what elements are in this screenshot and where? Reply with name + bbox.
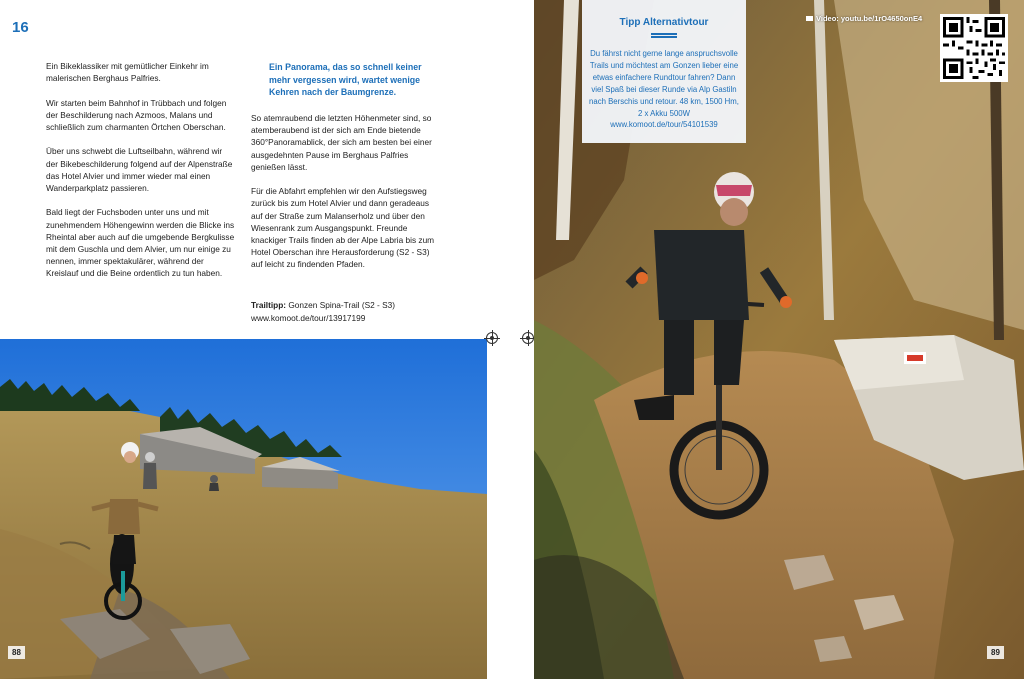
video-link-text: Video: youtu.be/1rO4650onE4 xyxy=(816,14,923,23)
trail-tip xyxy=(251,299,441,324)
paragraph: Bald liegt der Fuchsboden unter uns und mit zunehmendem Höhengewinn werden die Blicke ins Rheintal aber auch auf die umgebende Bergkulisse mit dem Guschla und dem Alvier, um nur einige zu nennen, immer spektakulärer, während der Kreislauf und die Beine ordentlich zu tun haben. xyxy=(46,207,235,279)
text-column-2 xyxy=(251,112,436,283)
qr-code-graphic xyxy=(943,17,1005,79)
tip-divider xyxy=(651,33,677,35)
page-number-left: 88 xyxy=(8,646,25,659)
registration-mark-icon xyxy=(486,332,498,344)
registration-mark-icon xyxy=(522,332,534,344)
page-number-right: 89 xyxy=(987,646,1004,659)
tip-title: Tipp Alternativtour xyxy=(619,17,709,28)
paragraph: Ein Bikeklassiker mit gemütlicher Einkehr im malerischen Berghaus Palfries. xyxy=(46,61,209,84)
paragraph: Wir starten beim Bahnhof in Trübbach und folgen der Beschilderung nach Azmoos, Malans und schließlich zum charmanten Örtchen Oberschan. xyxy=(46,97,227,132)
alternative-tour-tip-box xyxy=(582,0,746,143)
paragraph: Über uns schwebt die Luftseilbahn, während wir der Bikebeschilderung folgend auf der Alpenstraße das Hotel Alvier und immer wieder mal einen Wanderparkplatz passieren. xyxy=(46,146,233,193)
video-camera-icon xyxy=(806,16,813,21)
trail-tip-text: Gonzen Spina-Trail (S2 - S3) xyxy=(286,300,396,310)
left-photo-alpine-meadow-biker xyxy=(0,339,487,679)
tip-text: Du fährst nicht gerne lange anspruchsvolle Trails und möchtest am Gonzen lieber eine etwas einfachere Rundtour fahren? Dann viel Spaß bei dieser Runde via Alp Gastiln nach Berschis und retour. 48 km, 1500 Hm, 2 x Akku 500W www.komoot.de/tour/54101539 xyxy=(589,49,739,130)
paragraph: Für die Abfahrt empfehlen wir den Aufstiegsweg zurück bis zum Hotel Alvier und dann geradeaus auf der Straße zum Malanserholz und über den Wiesenrank zum Ausgangspunkt. Freunde knackiger Trails finden ab der Alpe Labria bis zum Hotel Oberschan ihre Herausforderung (S2 - S3) auf leicht zu findenden Pfaden. xyxy=(251,186,435,270)
left-page xyxy=(0,0,506,679)
text-column-1 xyxy=(46,60,236,292)
lead-quote: Ein Panorama, das so schnell keiner mehr vergessen wird, wartet wenige Kehren nach der Baumgrenze. xyxy=(269,62,422,97)
trail-tip-url[interactable]: www.komoot.de/tour/13917199 xyxy=(251,312,366,323)
chapter-number: 16 xyxy=(12,19,29,36)
trail-tip-label: Trailtipp: xyxy=(251,300,287,310)
tip-divider xyxy=(651,36,677,38)
video-link[interactable] xyxy=(806,14,922,23)
paragraph: So atemraubend die letzten Höhenmeter sind, so atemberaubend ist der sich am Ende bietende 360°Panoramablick, der sich am besten bei einer ausgedehnten Pause im Berghaus Palfries genießen lässt. xyxy=(251,113,432,172)
photo-illustration xyxy=(0,339,487,679)
qr-code-icon[interactable] xyxy=(940,14,1008,82)
